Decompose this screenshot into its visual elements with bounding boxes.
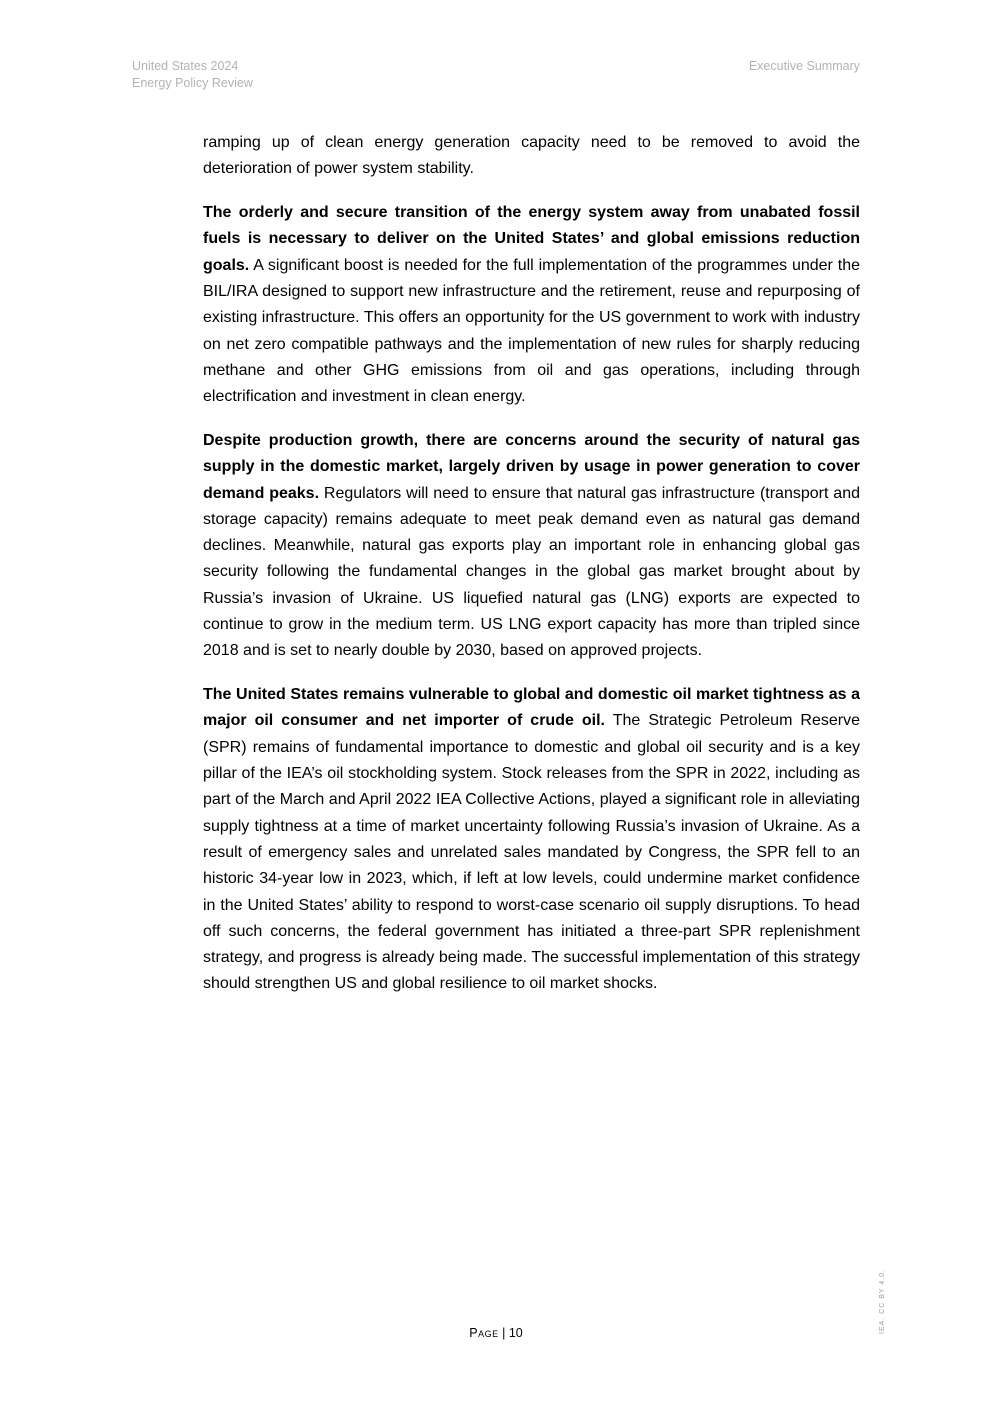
paragraph-3-lead: Despite production growth, there are concerns around the security of natural gas supply in the domestic market, largely driven by usage in power generation to cover demand peaks.	[203, 431, 860, 502]
paragraph-1	[203, 130, 860, 183]
running-header-report-title	[132, 58, 253, 92]
paragraph-4-text: The Strategic Petroleum Reserve (SPR) remains of fundamental importance to domestic and global oil security and is a key pillar of the IEA’s oil stockholding system. Stock releases from the SPR in 2022, including as part of the March and April 2022 IEA Collective Actions, played a significant role in alleviating supply tightness at a time of market uncertainty following Russia’s invasion of Ukraine. As a result of emergency sales and unrelated sales mandated by Congress, the SPR fell to an historic 34-year low in 2023, which, if left at low levels, could undermine market confidence in the United States’ ability to respond to worst-case scenario oil supply disruptions. To head off such concerns, the federal government has initiated a three-part SPR replenishment strategy, and progress is already being made. The successful implementation of this strategy should strengthen US and global resilience to oil market shocks.	[203, 712, 861, 993]
paragraph-4	[203, 682, 860, 998]
report-title-line2: Energy Policy Review	[132, 76, 253, 90]
page-separator: |	[498, 1326, 509, 1340]
paragraph-2-lead: The orderly and secure transition of the energy system away from unabated fossil fuels is necessary to deliver on the United States’ and global emissions reduction goals.	[203, 204, 860, 274]
paragraph-2	[203, 200, 860, 410]
body-text	[203, 130, 860, 1015]
paragraph-4-lead: The United States remains vulnerable to global and domestic oil market tightness as a major oil consumer and net importer of crude oil.	[203, 686, 860, 730]
report-title-line1: United States 2024	[132, 59, 239, 73]
paragraph-2-text: A significant boost is needed for the full implementation of the programmes under the BIL/IRA designed to support new infrastructure and the retirement, reuse and repurposing of existing infrastructure. This offers an opportunity for the US government to work with industry on net zero compatible pathways and the implementation of new rules for sharply reducing methane and other GHG emissions from oil and gas operations, including through electrification and investment in clean energy.	[203, 256, 860, 406]
license-notice: IEA. CC BY 4.0.	[879, 1268, 886, 1334]
page-number: 10	[508, 1326, 523, 1340]
page-label: Page	[469, 1326, 499, 1340]
running-header-section-title: Executive Summary	[748, 59, 860, 73]
paragraph-3	[203, 428, 860, 665]
page-number-footer	[0, 1326, 992, 1340]
paragraph-3-text: Regulators will need to ensure that natural gas infrastructure (transport and storage capacity) remains adequate to meet peak demand even as natural gas demand declines. Meanwhile, natural gas exports play an important role in enhancing global gas security following the fundamental changes in the global gas market brought about by Russia’s invasion of Ukraine. US liquefied natural gas (LNG) exports are expected to continue to grow in the medium term. US LNG export capacity has more than tripled since 2018 and is set to nearly double by 2030, based on approved projects.	[203, 484, 860, 660]
paragraph-1-text: ramping up of clean energy generation capacity need to be removed to avoid the deterioration of power system stability.	[203, 134, 860, 178]
